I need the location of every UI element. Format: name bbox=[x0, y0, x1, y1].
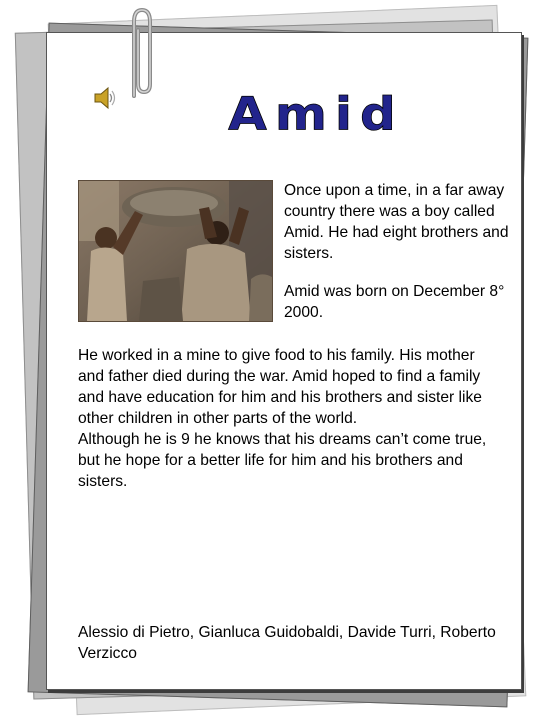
birth-paragraph bbox=[284, 281, 512, 323]
authors-credit bbox=[78, 622, 498, 664]
story-paragraph bbox=[78, 345, 498, 492]
speaker-icon[interactable] bbox=[92, 84, 116, 112]
story-text-1: He worked in a mine to give food to his family. His mother and father died during the war. Amid hoped to find a family and have education for him and his brothers and sister like other children in other parts of the world. bbox=[78, 347, 482, 427]
authors-text: Alessio di Pietro, Gianluca Guidobaldi, Davide Turri, Roberto Verzicco bbox=[78, 624, 496, 662]
svg-text:Amid: Amid bbox=[228, 88, 404, 141]
page-title bbox=[156, 88, 476, 144]
birth-text: Amid was born on December 8° 2000. bbox=[284, 283, 505, 321]
story-text-2: Although he is 9 he knows that his dreams can’t come true, but he hope for a better life for him and his brothers and sisters. bbox=[78, 431, 487, 490]
intro-paragraph bbox=[284, 180, 512, 264]
intro-text: Once upon a time, in a far away country there was a boy called Amid. He had eight brothers and sisters. bbox=[284, 182, 509, 262]
paperclip-icon bbox=[120, 4, 160, 102]
child-miners-photo bbox=[78, 180, 273, 322]
